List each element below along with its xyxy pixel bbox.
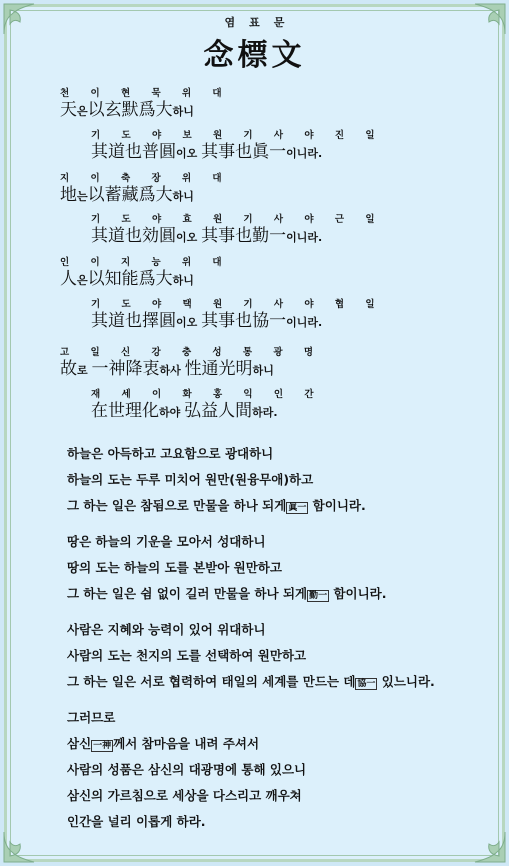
- hanja-text: 其道也効圓: [91, 226, 176, 246]
- translation-text: 함이니라.: [329, 586, 387, 601]
- hanja-text: 性通光明: [184, 359, 253, 379]
- translation-text: 삼신의 가르침으로 세상을 다스리고 깨우쳐: [67, 788, 302, 803]
- reading-ruby: 기 도 야 택 원 기 사 야 협 일: [91, 299, 384, 310]
- translation-text: 께서 참마음을 내려 주셔서: [113, 736, 260, 751]
- hanja-text: 以玄默爲大: [87, 100, 173, 120]
- translation-text: 그 하는 일은 서로 협력하여 태일의 세계를 만드는 데: [67, 674, 356, 689]
- translation-text: 있느니라.: [377, 674, 435, 689]
- classic-line: [91, 214, 384, 248]
- translation-text: 사람의 성품은 삼신의 대광명에 통해 있으니: [67, 762, 307, 777]
- hangul-particle: 하니: [172, 105, 194, 118]
- translation-line: [67, 586, 387, 604]
- hanja-text: 以蓄藏爲大: [87, 185, 173, 205]
- hanja-note: 勤一: [309, 591, 328, 601]
- hanja-text: 其事也眞一: [201, 142, 287, 162]
- translation-text: 인간을 널리 이롭게 하라.: [67, 814, 206, 829]
- hangul-particle: 로: [77, 364, 92, 377]
- translation-line: [67, 472, 313, 488]
- translation-line: [67, 710, 115, 726]
- hangul-particle: 하니: [172, 274, 194, 287]
- hanja-text: 其事也勤一: [201, 226, 287, 246]
- hangul-particle: 은: [77, 105, 88, 118]
- reading-ruby: 기 도 야 효 원 기 사 야 근 일: [91, 214, 384, 225]
- translation-text: 사람은 지혜와 능력이 있어 위대하니: [67, 622, 266, 637]
- translation-text: 땅의 도는 하늘의 도를 본받아 원만하고: [67, 560, 282, 575]
- hanja-line: [91, 142, 384, 164]
- reading-ruby: 천 이 현 묵 위 대: [60, 88, 231, 99]
- reading-ruby: 고 일 신 강 충 성 통 광 명: [60, 347, 323, 358]
- hangul-particle: 은: [77, 274, 88, 287]
- hanja-line: [60, 269, 231, 291]
- hangul-particle: 하니: [172, 190, 194, 203]
- translation-line: [67, 622, 266, 638]
- hangul-particle: 하사: [159, 364, 185, 377]
- translation-text: 삼신: [67, 736, 92, 751]
- hanja-text: 人: [60, 269, 77, 289]
- classic-line: [60, 88, 231, 122]
- hangul-particle: 이오: [176, 231, 202, 244]
- hanja-note: 一神: [93, 741, 112, 751]
- hangul-particle: 이니라.: [286, 147, 323, 160]
- translation-text: 그 하는 일은 쉼 없이 길러 만물을 하나 되게: [67, 586, 308, 601]
- hanja-text: 在世理化: [91, 401, 159, 421]
- title-ruby: 염표문: [224, 16, 299, 29]
- hanja-line: [60, 185, 231, 207]
- reading-ruby: 인 이 지 능 위 대: [60, 257, 231, 268]
- hanja-text: 其道也普圓: [91, 142, 176, 162]
- translation-line: [67, 788, 302, 804]
- hanja-text: 故: [60, 359, 77, 379]
- hanja-text: 弘益人間: [184, 401, 253, 421]
- corner-ornament-icon: [457, 814, 509, 866]
- hanja-line: [91, 311, 384, 333]
- hangul-particle: 이오: [176, 147, 202, 160]
- translation-text: 땅은 하늘의 기운을 모아서 성대하니: [67, 534, 266, 549]
- translation-line: [67, 560, 282, 576]
- translation-text: 사람의 도는 천지의 도를 선택하여 원만하고: [67, 648, 307, 663]
- translation-line: [67, 534, 266, 550]
- hangul-particle: 하니: [252, 364, 274, 377]
- translation-text: 그 하는 일은 참됨으로 만물을 하나 되게: [67, 498, 287, 513]
- hanja-line: [91, 401, 323, 423]
- hanja-text: 天: [60, 100, 77, 120]
- classic-line: [91, 299, 384, 333]
- title-block: [0, 14, 509, 74]
- translation-text: 하늘의 도는 두루 미치어 원만(원융무애)하고: [67, 472, 314, 487]
- hanja-text: 其道也擇圓: [91, 311, 176, 331]
- classic-line: [91, 130, 384, 164]
- translation-line: [67, 446, 273, 462]
- hangul-particle: 이니라.: [286, 231, 323, 244]
- classic-line: [60, 257, 231, 291]
- hanja-text: 其事也協一: [201, 311, 287, 331]
- translation-line: [67, 498, 366, 516]
- hangul-particle: 이오: [176, 316, 202, 329]
- hanja-text: 以知能爲大: [87, 269, 173, 289]
- hanja-note: 協一: [357, 679, 376, 689]
- classic-line: [60, 347, 322, 381]
- hanja-note: 眞一: [288, 503, 307, 513]
- reading-ruby: 재 세 이 화 홍 익 인 간: [91, 389, 323, 400]
- translation-line: [67, 674, 435, 692]
- classic-line: [60, 173, 231, 207]
- hangul-particle: 하야: [159, 406, 185, 419]
- hangul-particle: 하라.: [252, 406, 278, 419]
- hanja-text: 一神降衷: [91, 359, 160, 379]
- hangul-particle: 이니라.: [286, 316, 323, 329]
- classic-line: [91, 389, 323, 423]
- reading-ruby: 기 도 야 보 원 기 사 야 진 일: [91, 130, 384, 141]
- hanja-line: [60, 359, 322, 381]
- translation-text: 함이니라.: [308, 498, 366, 513]
- hangul-particle: 는: [77, 190, 88, 203]
- translation-line: [67, 648, 306, 664]
- translation-text: 하늘은 아득하고 고요함으로 광대하니: [67, 446, 274, 461]
- reading-ruby: 지 이 축 장 위 대: [60, 173, 231, 184]
- hanja-line: [60, 100, 231, 122]
- translation-line: [67, 762, 306, 778]
- page-title: 念標文: [203, 38, 306, 73]
- translation-line: [67, 736, 259, 754]
- translation-line: [67, 814, 206, 830]
- hanja-line: [91, 226, 384, 248]
- hanja-text: 地: [60, 185, 77, 205]
- translation-text: 그러므로: [67, 710, 116, 725]
- corner-ornament-icon: [0, 814, 52, 866]
